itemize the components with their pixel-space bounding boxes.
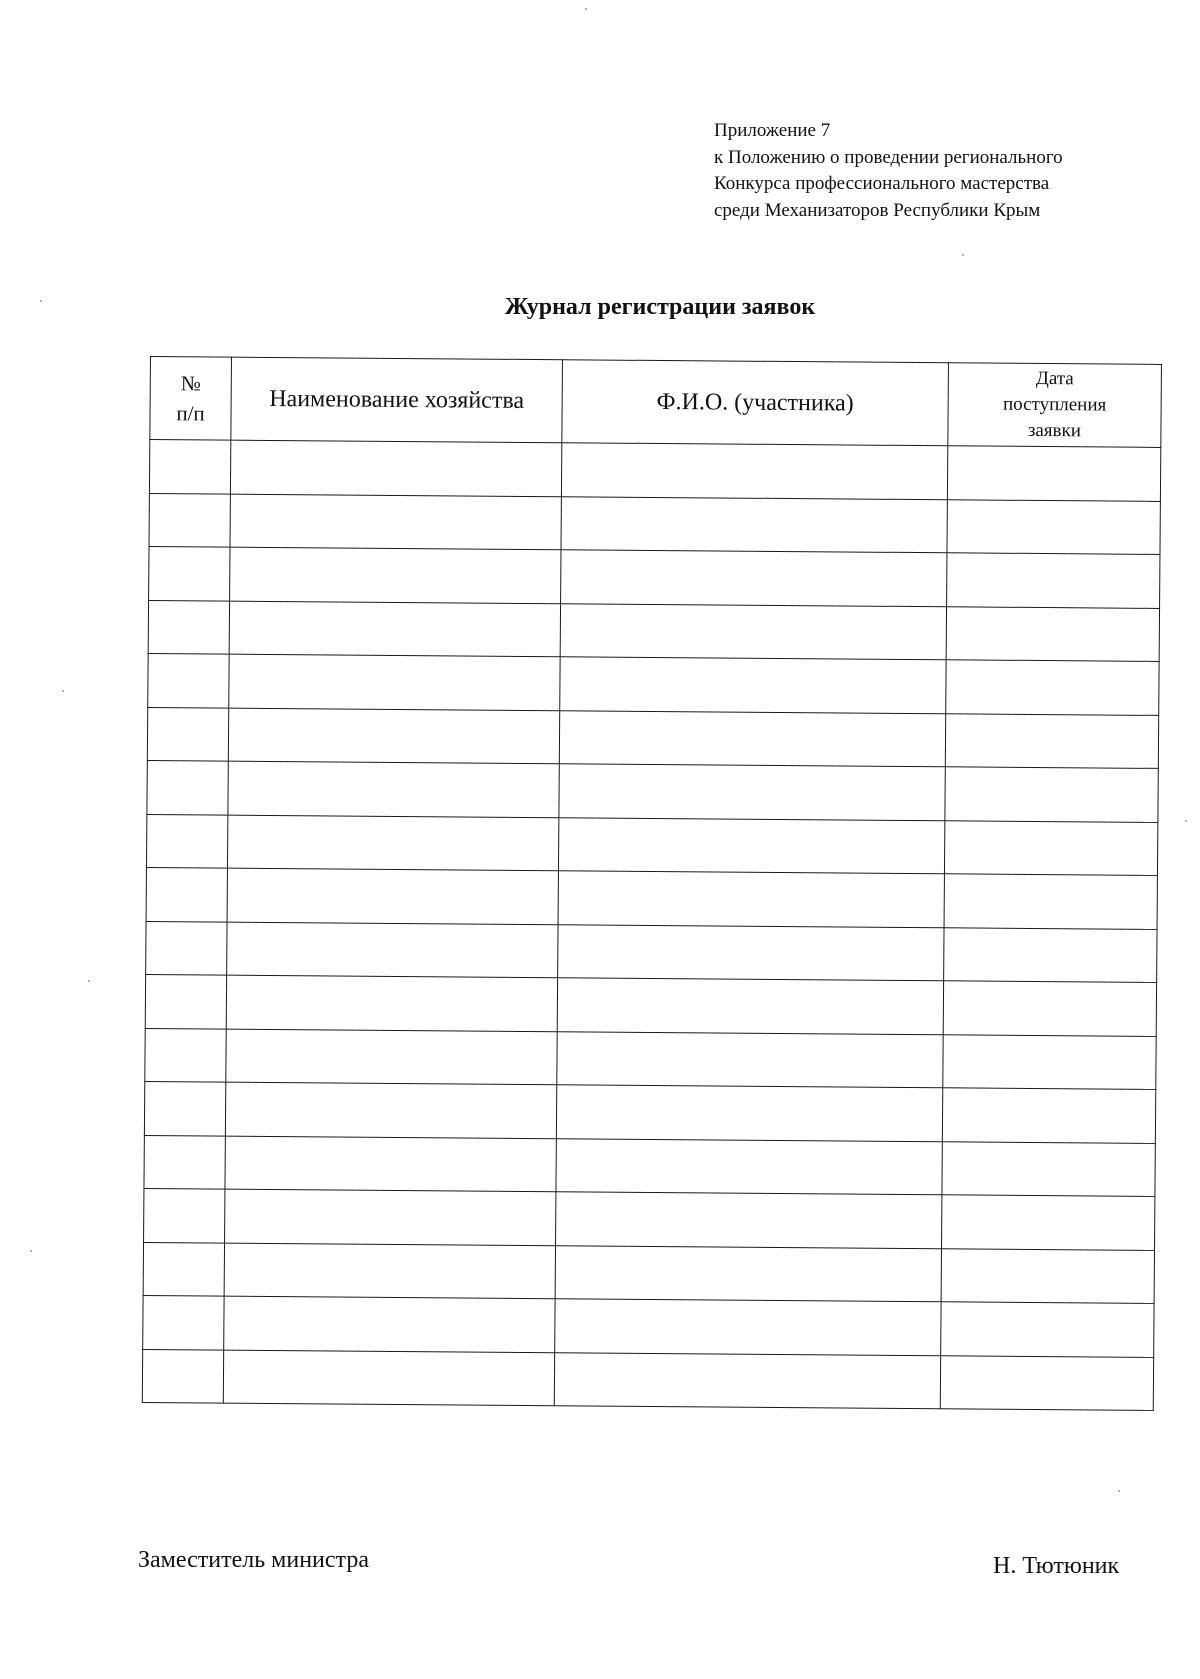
table-row xyxy=(142,1349,1153,1410)
cell-participant-name[interactable] xyxy=(554,1352,940,1409)
cell-farm-name[interactable] xyxy=(230,494,561,550)
scan-speck xyxy=(40,300,42,302)
annex-note xyxy=(714,118,1154,224)
signatory-name: Н. Тютюник xyxy=(993,1553,1120,1579)
scan-speck xyxy=(62,690,64,692)
cell-farm-name[interactable] xyxy=(229,654,560,710)
scan-speck xyxy=(962,254,964,256)
cell-farm-name[interactable] xyxy=(230,547,561,603)
cell-farm-name[interactable] xyxy=(227,922,558,978)
cell-farm-name[interactable] xyxy=(228,761,559,817)
cell-receipt-date[interactable] xyxy=(945,767,1158,822)
table-row xyxy=(145,1028,1156,1089)
cell-participant-name[interactable] xyxy=(558,871,944,928)
cell-receipt-date[interactable] xyxy=(943,981,1156,1036)
table-row xyxy=(147,707,1158,768)
table-row xyxy=(147,760,1158,821)
scan-speck xyxy=(585,8,587,10)
cell-farm-name[interactable] xyxy=(224,1296,555,1352)
cell-number[interactable] xyxy=(149,440,230,494)
cell-number[interactable] xyxy=(144,1188,225,1242)
table-row xyxy=(149,493,1160,554)
cell-number[interactable] xyxy=(142,1349,223,1403)
table-row xyxy=(148,653,1159,714)
table-row xyxy=(146,867,1157,928)
table-row xyxy=(143,1242,1154,1303)
table-row xyxy=(143,1295,1154,1356)
table-row xyxy=(149,546,1160,607)
cell-farm-name[interactable] xyxy=(225,1136,556,1192)
cell-receipt-date[interactable] xyxy=(945,713,1158,768)
header-date-line-1: Дата xyxy=(1035,367,1074,390)
cell-receipt-date[interactable] xyxy=(946,660,1159,715)
cell-receipt-date[interactable] xyxy=(947,499,1160,554)
cell-participant-name[interactable] xyxy=(555,1245,941,1302)
cell-number[interactable] xyxy=(143,1242,224,1296)
cell-participant-name[interactable] xyxy=(556,1085,942,1142)
cell-participant-name[interactable] xyxy=(561,443,947,500)
cell-farm-name[interactable] xyxy=(229,601,560,657)
cell-participant-name[interactable] xyxy=(558,924,944,981)
cell-farm-name[interactable] xyxy=(227,868,558,924)
cell-participant-name[interactable] xyxy=(558,817,944,874)
cell-participant-name[interactable] xyxy=(557,1031,943,1088)
cell-number[interactable] xyxy=(149,546,230,600)
document-title: Журнал регистрации заявок xyxy=(504,294,816,320)
cell-receipt-date[interactable] xyxy=(943,1034,1156,1089)
scan-speck xyxy=(1185,820,1187,822)
cell-farm-name[interactable] xyxy=(224,1243,555,1299)
cell-number[interactable] xyxy=(147,760,228,814)
cell-receipt-date[interactable] xyxy=(944,874,1157,929)
cell-receipt-date[interactable] xyxy=(942,1141,1155,1196)
cell-participant-name[interactable] xyxy=(557,978,943,1035)
table-row xyxy=(145,974,1156,1035)
cell-participant-name[interactable] xyxy=(560,603,946,660)
cell-receipt-date[interactable] xyxy=(941,1302,1154,1357)
header-date-line-3: заявки xyxy=(1027,419,1082,442)
table-row xyxy=(146,814,1157,875)
cell-participant-name[interactable] xyxy=(561,550,947,607)
cell-receipt-date[interactable] xyxy=(946,606,1159,661)
registration-table-wrapper xyxy=(142,356,1161,1411)
table-row xyxy=(144,1135,1155,1196)
header-participant-name: Ф.И.О. (участника) xyxy=(562,360,949,446)
cell-participant-name[interactable] xyxy=(561,496,947,553)
cell-number[interactable] xyxy=(146,921,227,975)
cell-participant-name[interactable] xyxy=(556,1138,942,1195)
cell-participant-name[interactable] xyxy=(559,710,945,767)
table-body xyxy=(142,440,1161,1411)
table-header-row xyxy=(150,357,1162,448)
cell-participant-name[interactable] xyxy=(559,764,945,821)
cell-farm-name[interactable] xyxy=(225,1082,556,1138)
cell-number[interactable] xyxy=(148,653,229,707)
cell-farm-name[interactable] xyxy=(227,815,558,871)
cell-receipt-date[interactable] xyxy=(942,1195,1155,1250)
cell-farm-name[interactable] xyxy=(228,708,559,764)
signatory-position: Заместитель министра xyxy=(138,1547,369,1573)
cell-participant-name[interactable] xyxy=(560,657,946,714)
table-row xyxy=(146,921,1157,982)
cell-number[interactable] xyxy=(144,1081,225,1135)
header-farm-name: Наименование хозяйства xyxy=(231,357,563,443)
table-row xyxy=(144,1081,1155,1142)
annex-line-2: к Положению о проведении регионального xyxy=(714,146,1063,168)
cell-participant-name[interactable] xyxy=(555,1299,941,1356)
header-date-line-2: поступления xyxy=(1002,393,1107,416)
annex-line-1: Приложение 7 xyxy=(714,120,831,141)
cell-receipt-date[interactable] xyxy=(944,820,1157,875)
header-receipt-date xyxy=(948,363,1162,448)
cell-number[interactable] xyxy=(146,814,227,868)
cell-farm-name[interactable] xyxy=(225,1189,556,1245)
cell-number[interactable] xyxy=(147,707,228,761)
cell-farm-name[interactable] xyxy=(226,975,557,1031)
table-row xyxy=(148,600,1159,661)
cell-number[interactable] xyxy=(145,1028,226,1082)
cell-receipt-date[interactable] xyxy=(947,553,1160,608)
cell-receipt-date[interactable] xyxy=(940,1355,1153,1410)
cell-number[interactable] xyxy=(146,867,227,921)
table-row xyxy=(149,440,1160,501)
cell-participant-name[interactable] xyxy=(556,1192,942,1249)
cell-receipt-date[interactable] xyxy=(942,1088,1155,1143)
cell-receipt-date[interactable] xyxy=(941,1248,1154,1303)
cell-farm-name[interactable] xyxy=(223,1350,554,1406)
cell-number[interactable] xyxy=(144,1135,225,1189)
scan-speck xyxy=(30,1250,32,1252)
cell-number[interactable] xyxy=(145,974,226,1028)
annex-line-3: Конкурса профессионального мастерства xyxy=(714,173,1050,194)
scan-speck xyxy=(88,980,90,982)
cell-farm-name[interactable] xyxy=(226,1029,557,1085)
cell-receipt-date[interactable] xyxy=(944,927,1157,982)
header-number xyxy=(150,357,232,441)
registration-journal-table xyxy=(142,356,1162,1411)
annex-line-4: среди Механизаторов Республики Крым xyxy=(714,199,1041,221)
cell-farm-name[interactable] xyxy=(230,440,561,496)
scan-speck xyxy=(1118,1490,1120,1492)
header-number-abbr: п/п xyxy=(176,401,205,426)
cell-number[interactable] xyxy=(143,1295,224,1349)
cell-receipt-date[interactable] xyxy=(947,446,1160,501)
cell-number[interactable] xyxy=(149,493,230,547)
header-number-symbol: № xyxy=(180,371,201,396)
table-row xyxy=(144,1188,1155,1249)
cell-number[interactable] xyxy=(148,600,229,654)
